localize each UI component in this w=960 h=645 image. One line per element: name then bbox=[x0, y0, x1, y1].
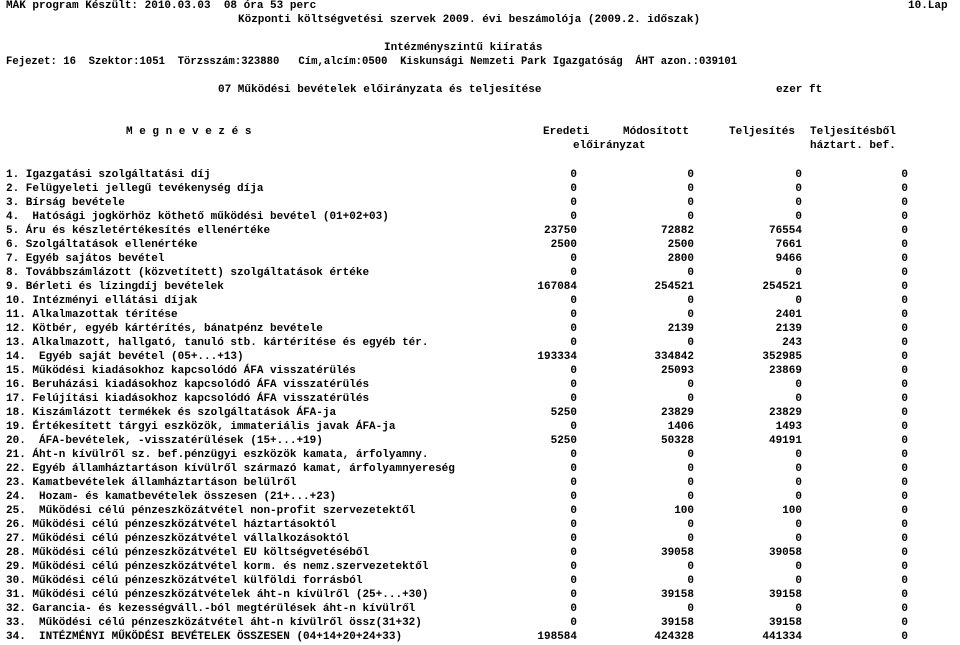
table-row bbox=[0, 490, 960, 504]
cell-modified: 0 bbox=[687, 309, 694, 321]
table-row bbox=[0, 308, 960, 322]
cell-household: 0 bbox=[901, 519, 908, 531]
cell-original: 0 bbox=[570, 491, 577, 503]
cell-fulfilled: 0 bbox=[795, 295, 802, 307]
cell-household: 0 bbox=[901, 351, 908, 363]
row-label: 16. Beruházási kiadásokhoz kapcsolódó ÁFA visszatérülés bbox=[6, 379, 370, 391]
table-row bbox=[0, 364, 960, 378]
cell-original: 193334 bbox=[537, 351, 577, 363]
cell-fulfilled: 0 bbox=[795, 519, 802, 531]
cell-household: 0 bbox=[901, 421, 908, 433]
row-label: 19. Értékesített tárgyi eszközök, immateriális javak ÁFA-ja bbox=[6, 421, 396, 433]
cell-household: 0 bbox=[901, 365, 908, 377]
section-title: 07 Működési bevételek előirányzata és teljesítése bbox=[218, 84, 542, 96]
cell-household: 0 bbox=[901, 337, 908, 349]
row-label: 31. Működési célú pénzeszközátvételek áht-n kívülről (25+...+30) bbox=[6, 589, 429, 601]
cell-household: 0 bbox=[901, 183, 908, 195]
cell-modified: 25093 bbox=[660, 365, 694, 377]
row-label: 29. Működési célú pénzeszközátvétel korm. és nemz.szervezetektől bbox=[6, 561, 429, 573]
cell-modified: 0 bbox=[687, 393, 694, 405]
cell-modified: 2500 bbox=[667, 239, 694, 251]
cell-fulfilled: 7661 bbox=[775, 239, 802, 251]
row-label: 27. Működési célú pénzeszközátvétel vállalkozásoktól bbox=[6, 533, 350, 545]
cell-original: 5250 bbox=[550, 407, 577, 419]
cell-original: 167084 bbox=[537, 281, 577, 293]
cell-modified: 2800 bbox=[667, 253, 694, 265]
cell-original: 0 bbox=[570, 267, 577, 279]
cell-modified: 50328 bbox=[660, 435, 694, 447]
cell-household: 0 bbox=[901, 533, 908, 545]
column-header-original: Eredeti bbox=[543, 126, 590, 138]
table-row bbox=[0, 602, 960, 616]
cell-original: 0 bbox=[570, 463, 577, 475]
cell-modified: 0 bbox=[687, 169, 694, 181]
cell-original: 0 bbox=[570, 379, 577, 391]
table-row bbox=[0, 168, 960, 182]
row-label: 30. Működési célú pénzeszközátvétel külföldi forrásból bbox=[6, 575, 363, 587]
cell-original: 0 bbox=[570, 337, 577, 349]
table-row bbox=[0, 420, 960, 434]
cell-original: 0 bbox=[570, 575, 577, 587]
cell-fulfilled: 1493 bbox=[775, 421, 802, 433]
table-row bbox=[0, 280, 960, 294]
cell-household: 0 bbox=[901, 169, 908, 181]
cell-original: 23750 bbox=[543, 225, 577, 237]
table-row bbox=[0, 518, 960, 532]
cell-fulfilled: 100 bbox=[782, 505, 802, 517]
table-row bbox=[0, 616, 960, 630]
cell-original: 0 bbox=[570, 169, 577, 181]
table-row bbox=[0, 588, 960, 602]
cell-original: 0 bbox=[570, 421, 577, 433]
cell-original: 0 bbox=[570, 617, 577, 629]
row-label: 21. Áht-n kívülről sz. bef.pénzügyi eszközök kamata, árfolyamny. bbox=[6, 449, 429, 461]
cell-household: 0 bbox=[901, 197, 908, 209]
cell-household: 0 bbox=[901, 575, 908, 587]
cell-original: 0 bbox=[570, 253, 577, 265]
cell-fulfilled: 0 bbox=[795, 463, 802, 475]
cell-original: 5250 bbox=[550, 435, 577, 447]
cell-modified: 0 bbox=[687, 477, 694, 489]
report-subtitle: Intézményszintű kiíratás bbox=[384, 42, 543, 54]
cell-fulfilled: 0 bbox=[795, 449, 802, 461]
row-label: 20. ÁFA-bevételek, -visszatérülések (15+...+19) bbox=[6, 435, 323, 447]
cell-fulfilled: 0 bbox=[795, 197, 802, 209]
cell-modified: 1406 bbox=[667, 421, 694, 433]
cell-fulfilled: 9466 bbox=[775, 253, 802, 265]
row-label: 33. Működési célú pénzeszközátvétel áht-n kívülről össz(31+32) bbox=[6, 617, 422, 629]
cell-fulfilled: 254521 bbox=[762, 281, 802, 293]
cell-modified: 334842 bbox=[654, 351, 694, 363]
cell-modified: 0 bbox=[687, 561, 694, 573]
row-label: 26. Működési célú pénzeszközátvétel háztartásoktól bbox=[6, 519, 337, 531]
cell-fulfilled: 352985 bbox=[762, 351, 802, 363]
table-row bbox=[0, 574, 960, 588]
cell-household: 0 bbox=[901, 631, 908, 643]
table-row bbox=[0, 196, 960, 210]
row-label: 28. Működési célú pénzeszközátvétel EU költségvetéséből bbox=[6, 547, 370, 559]
column-header-household: háztart. bef. bbox=[810, 140, 896, 152]
row-label: 34. INTÉZMÉNYI MŰKÖDÉSI BEVÉTELEK ÖSSZESEN (04+14+20+24+33) bbox=[6, 631, 403, 643]
cell-fulfilled: 2139 bbox=[775, 323, 802, 335]
cell-fulfilled: 76554 bbox=[768, 225, 802, 237]
cell-modified: 0 bbox=[687, 379, 694, 391]
cell-modified: 0 bbox=[687, 603, 694, 615]
table-row bbox=[0, 630, 960, 644]
cell-household: 0 bbox=[901, 449, 908, 461]
column-header-modified: Módosított bbox=[623, 126, 690, 138]
cell-modified: 0 bbox=[687, 491, 694, 503]
cell-household: 0 bbox=[901, 379, 908, 391]
table-row bbox=[0, 392, 960, 406]
table-row bbox=[0, 462, 960, 476]
cell-fulfilled: 0 bbox=[795, 491, 802, 503]
cell-fulfilled: 39158 bbox=[768, 617, 802, 629]
row-label: 3. Bírság bevétele bbox=[6, 197, 125, 209]
cell-household: 0 bbox=[901, 491, 908, 503]
table-row bbox=[0, 532, 960, 546]
cell-fulfilled: 0 bbox=[795, 211, 802, 223]
cell-fulfilled: 0 bbox=[795, 267, 802, 279]
cell-household: 0 bbox=[901, 253, 908, 265]
cell-fulfilled: 441334 bbox=[762, 631, 802, 643]
cell-modified: 0 bbox=[687, 183, 694, 195]
row-label: 6. Szolgáltatások ellenértéke bbox=[6, 239, 198, 251]
cell-modified: 0 bbox=[687, 575, 694, 587]
cell-fulfilled: 0 bbox=[795, 561, 802, 573]
row-label: 4. Hatósági jogkörhöz köthető működési bevétel (01+02+03) bbox=[6, 211, 389, 223]
cell-household: 0 bbox=[901, 393, 908, 405]
cell-household: 0 bbox=[901, 547, 908, 559]
row-label: 5. Áru és készletértékesítés ellenértéke bbox=[6, 225, 271, 237]
table-row bbox=[0, 476, 960, 490]
page-number: 10.Lap bbox=[908, 0, 948, 12]
cell-modified: 0 bbox=[687, 295, 694, 307]
info-line: Fejezet: 16 Szektor:1051 Törzsszám:323880 Cím,alcím:0500 Kiskunsági Nemzeti Park Igazgatóság ÁHT azon.:039101 bbox=[6, 56, 738, 68]
cell-fulfilled: 2401 bbox=[775, 309, 802, 321]
cell-original: 0 bbox=[570, 603, 577, 615]
table-row bbox=[0, 238, 960, 252]
cell-household: 0 bbox=[901, 505, 908, 517]
cell-modified: 0 bbox=[687, 533, 694, 545]
table-row bbox=[0, 336, 960, 350]
cell-household: 0 bbox=[901, 561, 908, 573]
row-label: 24. Hozam- és kamatbevételek összesen (21+...+23) bbox=[6, 491, 337, 503]
row-label: 18. Kiszámlázott termékek és szolgáltatások ÁFA-ja bbox=[6, 407, 337, 419]
table-row bbox=[0, 350, 960, 364]
cell-household: 0 bbox=[901, 463, 908, 475]
cell-household: 0 bbox=[901, 239, 908, 251]
cell-modified: 39058 bbox=[660, 547, 694, 559]
cell-original: 0 bbox=[570, 323, 577, 335]
cell-modified: 0 bbox=[687, 337, 694, 349]
cell-original: 0 bbox=[570, 365, 577, 377]
row-label: 13. Alkalmazott, hallgató, tanuló stb. kártérítése és egyéb tér. bbox=[6, 337, 429, 349]
cell-original: 0 bbox=[570, 393, 577, 405]
cell-original: 0 bbox=[570, 533, 577, 545]
cell-fulfilled: 0 bbox=[795, 603, 802, 615]
cell-modified: 72882 bbox=[660, 225, 694, 237]
cell-household: 0 bbox=[901, 295, 908, 307]
cell-household: 0 bbox=[901, 589, 908, 601]
column-header-appropriation: előirányzat bbox=[573, 140, 646, 152]
table-row bbox=[0, 266, 960, 280]
table-row bbox=[0, 546, 960, 560]
cell-household: 0 bbox=[901, 477, 908, 489]
cell-household: 0 bbox=[901, 267, 908, 279]
column-header-name: M e g n e v e z é s bbox=[126, 126, 252, 138]
cell-original: 0 bbox=[570, 561, 577, 573]
cell-fulfilled: 23869 bbox=[768, 365, 802, 377]
table-row bbox=[0, 182, 960, 196]
row-label: 12. Kötbér, egyéb kártérítés, bánatpénz bevétele bbox=[6, 323, 323, 335]
cell-original: 0 bbox=[570, 519, 577, 531]
cell-original: 0 bbox=[570, 589, 577, 601]
table-row bbox=[0, 434, 960, 448]
cell-household: 0 bbox=[901, 617, 908, 629]
cell-original: 0 bbox=[570, 449, 577, 461]
table-row bbox=[0, 560, 960, 574]
cell-original: 0 bbox=[570, 547, 577, 559]
cell-household: 0 bbox=[901, 309, 908, 321]
report-title: Központi költségvetési szervek 2009. évi beszámolója (2009.2. időszak) bbox=[238, 14, 701, 26]
table-row bbox=[0, 406, 960, 420]
cell-household: 0 bbox=[901, 435, 908, 447]
cell-original: 0 bbox=[570, 183, 577, 195]
cell-original: 2500 bbox=[550, 239, 577, 251]
row-label: 32. Garancia- és kezességváll.-ból megtérülések áht-n kívülről bbox=[6, 603, 416, 615]
cell-modified: 0 bbox=[687, 211, 694, 223]
table-row bbox=[0, 378, 960, 392]
row-label: 9. Bérleti és lízingdíj bevételek bbox=[6, 281, 224, 293]
cell-original: 0 bbox=[570, 197, 577, 209]
cell-original: 198584 bbox=[537, 631, 577, 643]
cell-fulfilled: 39158 bbox=[768, 589, 802, 601]
row-label: 15. Működési kiadásokhoz kapcsolódó ÁFA visszatérülés bbox=[6, 365, 356, 377]
table-row bbox=[0, 504, 960, 518]
row-label: 11. Alkalmazottak térítése bbox=[6, 309, 178, 321]
cell-modified: 0 bbox=[687, 449, 694, 461]
cell-original: 0 bbox=[570, 309, 577, 321]
row-label: 7. Egyéb sajátos bevétel bbox=[6, 253, 165, 265]
table-row bbox=[0, 210, 960, 224]
cell-fulfilled: 0 bbox=[795, 379, 802, 391]
cell-original: 0 bbox=[570, 477, 577, 489]
cell-modified: 0 bbox=[687, 463, 694, 475]
cell-modified: 39158 bbox=[660, 617, 694, 629]
cell-household: 0 bbox=[901, 603, 908, 615]
cell-household: 0 bbox=[901, 211, 908, 223]
cell-fulfilled: 0 bbox=[795, 533, 802, 545]
row-label: 17. Felújítási kiadásokhoz kapcsolódó ÁFA visszatérülés bbox=[6, 393, 370, 405]
cell-modified: 2139 bbox=[667, 323, 694, 335]
cell-modified: 254521 bbox=[654, 281, 694, 293]
cell-modified: 39158 bbox=[660, 589, 694, 601]
cell-modified: 0 bbox=[687, 267, 694, 279]
row-label: 22. Egyéb államháztartáson kívülről származó kamat, árfolyamnyereség bbox=[6, 463, 455, 475]
cell-fulfilled: 0 bbox=[795, 183, 802, 195]
table-row bbox=[0, 294, 960, 308]
program-line: MÁK program Készült: 2010.03.03 08 óra 53 perc bbox=[6, 0, 317, 12]
row-label: 8. Továbbszámlázott (közvetített) szolgáltatások értéke bbox=[6, 267, 370, 279]
cell-original: 0 bbox=[570, 295, 577, 307]
cell-household: 0 bbox=[901, 323, 908, 335]
table-row bbox=[0, 252, 960, 266]
row-label: 2. Felügyeleti jellegű tevékenység díja bbox=[6, 183, 264, 195]
row-label: 1. Igazgatási szolgáltatási díj bbox=[6, 169, 211, 181]
row-label: 23. Kamatbevételek államháztartáson belülről bbox=[6, 477, 297, 489]
table-row bbox=[0, 448, 960, 462]
cell-modified: 424328 bbox=[654, 631, 694, 643]
cell-household: 0 bbox=[901, 281, 908, 293]
cell-modified: 100 bbox=[674, 505, 694, 517]
cell-fulfilled: 0 bbox=[795, 477, 802, 489]
row-label: 10. Intézményi ellátási díjak bbox=[6, 295, 198, 307]
cell-fulfilled: 0 bbox=[795, 393, 802, 405]
row-label: 25. Működési célú pénzeszközátvétel non-profit szervezetektől bbox=[6, 505, 416, 517]
table-row bbox=[0, 322, 960, 336]
cell-household: 0 bbox=[901, 407, 908, 419]
cell-fulfilled: 0 bbox=[795, 575, 802, 587]
column-header-fulfilled: Teljesítés bbox=[729, 126, 796, 138]
column-header-from-fulfilled: Teljesítésből bbox=[810, 126, 896, 138]
cell-fulfilled: 49191 bbox=[768, 435, 802, 447]
cell-original: 0 bbox=[570, 505, 577, 517]
cell-fulfilled: 39058 bbox=[768, 547, 802, 559]
cell-modified: 0 bbox=[687, 519, 694, 531]
cell-fulfilled: 0 bbox=[795, 169, 802, 181]
cell-fulfilled: 23829 bbox=[768, 407, 802, 419]
table-row bbox=[0, 224, 960, 238]
cell-modified: 23829 bbox=[660, 407, 694, 419]
cell-household: 0 bbox=[901, 225, 908, 237]
cell-fulfilled: 243 bbox=[782, 337, 802, 349]
cell-original: 0 bbox=[570, 211, 577, 223]
cell-modified: 0 bbox=[687, 197, 694, 209]
unit-label: ezer ft bbox=[776, 84, 823, 96]
row-label: 14. Egyéb saját bevétel (05+...+13) bbox=[6, 351, 244, 363]
